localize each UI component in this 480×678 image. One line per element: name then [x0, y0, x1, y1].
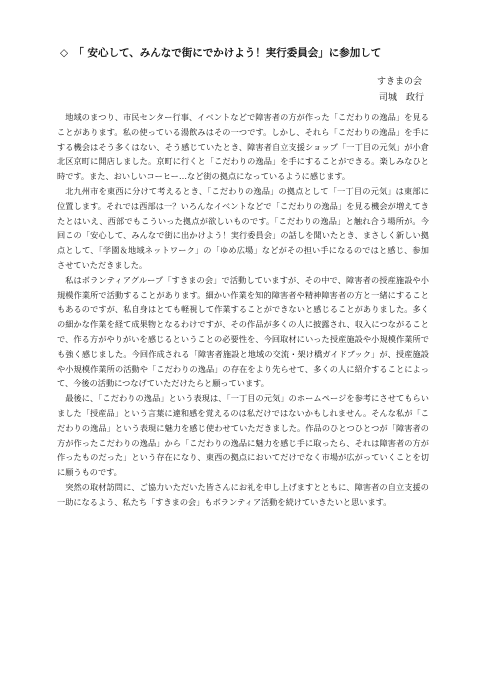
body-paragraph: 私はボランティアグループ「すきまの会」で活動していますが、その中で、障害者の授産施設や小規模作業所で活動することがあります。細かい作業を知的障害者や精神障害者の方と一緒にすることもあるのですが、私自身はとても軽視して作業することができないと感じることがありました。多くの細かな作業を経て成果物となるわけですが、その作品が多くの人に披露され、収入につながることで、作る方がやりがいを感じるということの必要性を、今回取材にいった授産施設や小規模作業所でも強く感じました。今回作成される「障害者施設と地域の交流・架け橋ガイドブック」が、授産施設や小規模作業所の活動や「こだわりの逸品」の存在をより先らせて、多くの人に紹介することによって、今後の活動につなげていただけたらと願っています。 [57, 274, 429, 389]
document-body [57, 110, 429, 510]
organization-name: すきまの会 [376, 77, 422, 87]
body-paragraph: 地域のまつり、市民センター行事、イベントなどで障害者の方が作った「こだわりの逸品」を見ることがあります。私の使っている湯飲みはその一つです。しかし、それら「こだわりの逸品」を手にする機会はそう多くはない、そう感じていたとき、障害者自立支援ショップ「一丁目の元気」が小倉北区京町に開店しました。京町に行くと「こだわりの逸品」を手にすることができる。楽しみなひと時です。また、おいしいコーヒー…など街の拠点になっているように感じます。 [57, 112, 429, 182]
body-paragraph: 最後に、「こだわりの逸品」という表現は、「一丁目の元気」のホームページを参考にさせてもらいました「授産品」という言葉に違和感を覚えるのは私だけではないかもしれません。そんな私が「こだわりの逸品」という表現に魅力を感じ使わせていただきました。作品のひとつひとつが「障害者の方が作ったこだわりの逸品」から「こだわりの逸品に魅力を感じ手に取ったら、それは障害者の方が作ったものだった」という存在になり、東西の拠点においてだけでなく市場が広がっていくことを切に願うものです。 [57, 393, 429, 478]
body-paragraph: 北九州市を東西に分けて考えるとき、「こだわりの逸品」の拠点として「一丁目の元気」は東部に位置します。それでは西部は一？いろんなイベントなどで「こだわりの逸品」を見る機会が増えてきたとはいえ、西部でもこういった拠点が欲しいものです。「こだわりの逸品」と触れ合う場所が。今回この「安心して、みんなで街に出かけよう！実行委員会」の話しを聞いたとき、まさしく新しい拠点として、「学園＆地域ネットワーク」の「ゆめ広場」などがその担い手になるのではと感じ、参加させていただきました。 [57, 185, 429, 270]
body-paragraph: 突然の取材訪問に、ご協力いただいた皆さんにお礼を申し上げますとともに、障害者の自立支援の一助になるよう、私たち「すきまの会」もボランティア活動を続けていきたいと思います。 [57, 481, 429, 507]
document-title: ◇ 「 安心して、みんなで街にでかけよう！実行委員会」に参加して [60, 47, 382, 59]
author-name: 司城 政行 [378, 93, 424, 103]
